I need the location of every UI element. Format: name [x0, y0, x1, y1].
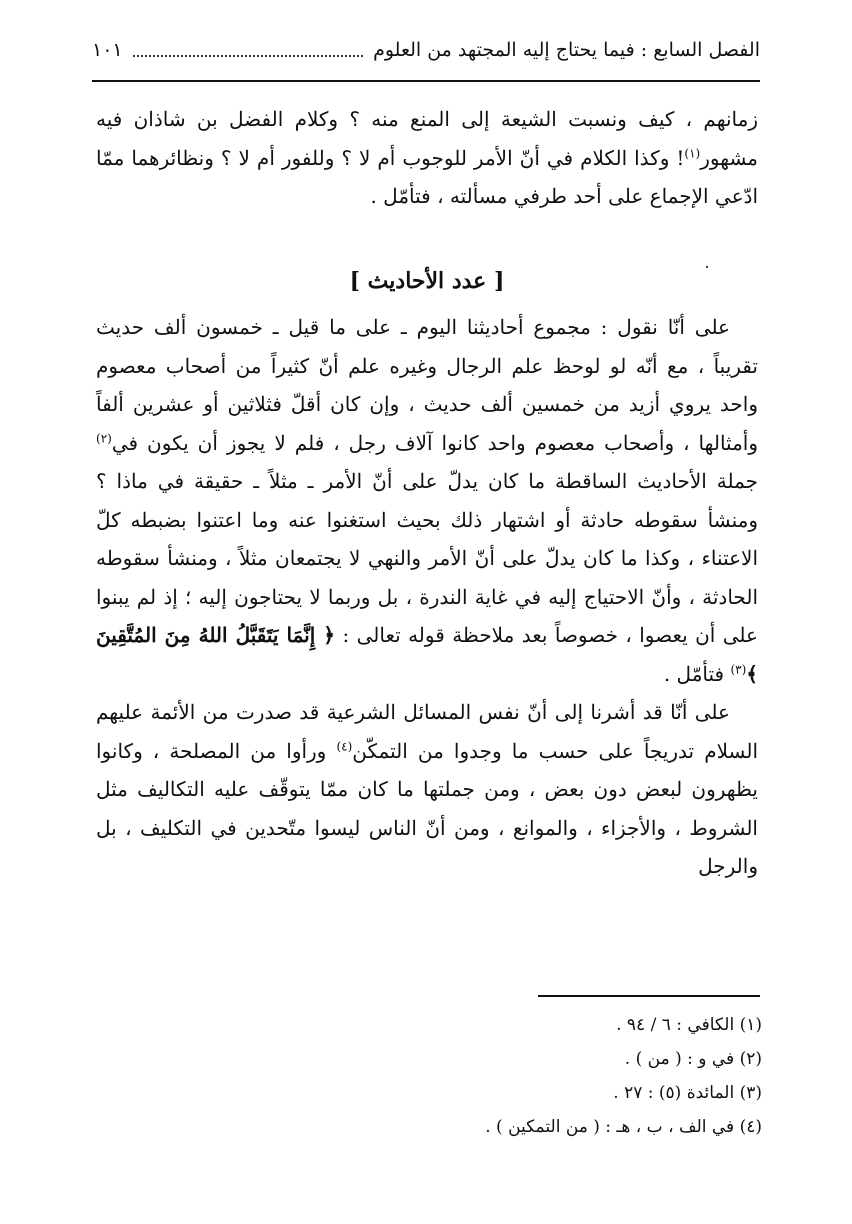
chapter-title: الفصل السابع : فيما يحتاج إليه المجتهد من العلوم	[373, 39, 760, 61]
page-number: ١٠١	[92, 39, 123, 61]
header-dot-leader	[133, 43, 363, 57]
footnote-3: (٣) المائدة (٥) : ٢٧ .	[613, 1083, 762, 1103]
footnote-4: (٤) في الف ، ب ، هـ : ( من التمكين ) .	[485, 1117, 762, 1137]
header-rule	[92, 80, 760, 82]
footnote-ref-4: (٤)	[336, 738, 353, 753]
paragraph-2: على أنّا نقول : مجموع أحاديثنا اليوم ـ على ما قيل ـ خمسون ألف حديث تقريباً ، مع أنّه لو لوحظ علم الرجال وغيره علم أنّ كثيراً من أصحاب معصوم واحد يروي أزيد من خمسين ألف حديث ، وإن كان أقلّ فثلاثين أو عشرين ألفاً وأمثالها ، وأصحاب معصوم واحد كانوا آلاف رجل ، فلم لا يجوز أن يكون في$^{(٢)}$ جملة الأحاديث الساقطة ما كان يدلّ على أنّ الأمر ـ مثلاً ـ حقيقة في ماذا ؟ ومنشأ سقوطه حادثة أو اشتهار ذلك بحيث استغنوا عنه وما اعتنوا بضبطه كلّ الاعتناء ، وكذا ما كان يدلّ على أنّ الأمر والنهي لا يجتمعان مثلاً ، ومنشأ سقوطه الحادثة ، وأنّ الاحتياج إليه في غاية الندرة ، بل وربما لا يحتاجون إليه ؛ إذ لم يبنوا على أن يعصوا ، خصوصاً بعد ملاحظة قوله تعالى : ﴿ إِنَّمَا يَتَقَبَّلُ اللهُ مِنَ المُتَّقِينَ ﴾$^{(٣)}$ فتأمّل .	[96, 315, 758, 686]
footnotes	[300, 1008, 762, 1144]
footnote-1: (١) الكافي : ٦ / ٩٤ .	[616, 1015, 762, 1035]
footnote-ref-2: (٢)	[96, 430, 112, 445]
footnote-ref-3: (٣)	[730, 661, 747, 676]
body-text	[96, 100, 758, 886]
paragraph-1: زمانهم ، كيف ونسبت الشيعة إلى المنع منه ؟ وكلام الفضل بن شاذان فيه مشهور$^{(١)}$! وكذا الكلام في أنّ الأمر للوجوب أم لا ؟ وللفور أم لا ؟ ونظائرهما ممّا ادّعي الإجماع على أحد طرفي مسألته ، فتأمّل .	[96, 107, 758, 208]
footnote-rule	[538, 995, 760, 997]
paragraph-3: على أنّا قد أشرنا إلى أنّ نفس المسائل الشرعية قد صدرت من الأئمة عليهم السلام تدريجاً على حسب ما وجدوا من التمكّن$^{(٤)}$ ورأوا من المصلحة ، وكانوا يظهرون لبعض دون بعض ، ومن جملتها ما كان ممّا يتوقّف عليه التكاليف مثل الشروط ، والأجزاء ، والموانع ، ومن أنّ الناس ليسوا متّحدين في التكليف ، بل والرجل	[96, 700, 759, 878]
footnote-ref-1: (١)	[684, 145, 701, 160]
section-heading: [ عدد الأحاديث ]	[349, 267, 505, 294]
quran-verse: ﴿ إِنَّمَا يَتَقَبَّلُ اللهُ مِنَ المُتَّقِينَ ﴾	[96, 623, 758, 686]
running-header	[92, 30, 760, 70]
footnote-2: (٢) في و : ( من ) .	[624, 1049, 762, 1069]
